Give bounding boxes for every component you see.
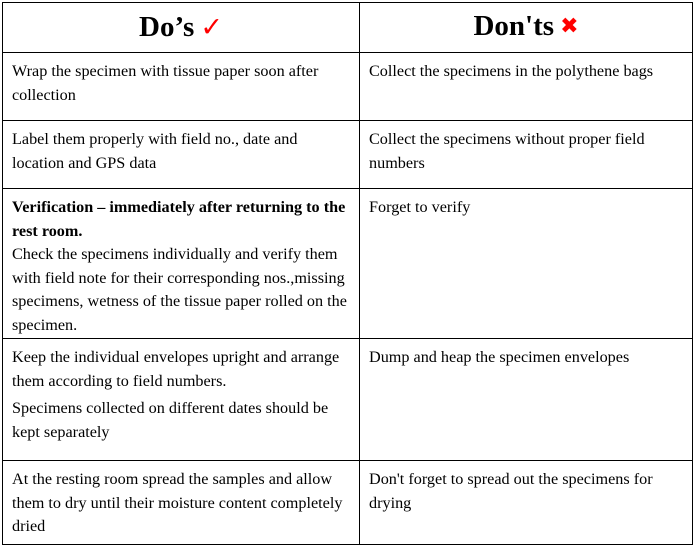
check-mark-icon: ✓: [200, 12, 223, 43]
do-text: Specimens collected on different dates should be kept separately: [12, 399, 329, 441]
do-heading: Verification – immediately after returning to the rest room.: [12, 198, 346, 240]
do-text: Wrap the specimen with tissue paper soon after collection: [12, 62, 319, 104]
dos-title: Do’s: [139, 11, 195, 43]
dont-cell: [360, 121, 693, 189]
table-row: [3, 339, 693, 461]
table-row: [3, 53, 693, 121]
do-cell: [3, 339, 360, 461]
do-text: Keep the individual envelopes upright and arrange them according to field numbers.: [12, 348, 340, 390]
dont-cell: [360, 53, 693, 121]
dont-cell: [360, 461, 693, 545]
do-text: At the resting room spread the samples and allow them to dry until their moisture content completely dried: [12, 470, 343, 535]
dos-donts-table: [2, 2, 693, 545]
cross-mark-icon: ✖: [560, 14, 579, 39]
dont-text: Collect the specimens without proper field numbers: [369, 130, 645, 172]
dont-text: Don't forget to spread out the specimens for drying: [369, 470, 653, 512]
do-text: Check the specimens individually and verify them with field note for their corresponding nos.,missing specimens, wetness of the tissue paper rolled on the specimen.: [12, 245, 347, 334]
dont-text: Dump and heap the specimen envelopes: [369, 348, 630, 366]
dont-cell: [360, 339, 693, 461]
table-row: [3, 189, 693, 339]
dont-text: Collect the specimens in the polythene bags: [369, 62, 654, 80]
do-cell: [3, 53, 360, 121]
table-row: [3, 121, 693, 189]
do-cell: [3, 121, 360, 189]
table-row: [3, 461, 693, 545]
header-row: [3, 3, 693, 53]
donts-header: [360, 3, 693, 53]
dont-cell: [360, 189, 693, 339]
do-text: Label them properly with field no., date and location and GPS data: [12, 130, 298, 172]
donts-title: Don'ts: [473, 10, 555, 42]
dont-text: Forget to verify: [369, 198, 471, 216]
do-cell: [3, 461, 360, 545]
do-cell: [3, 189, 360, 339]
dos-header: [3, 3, 360, 53]
